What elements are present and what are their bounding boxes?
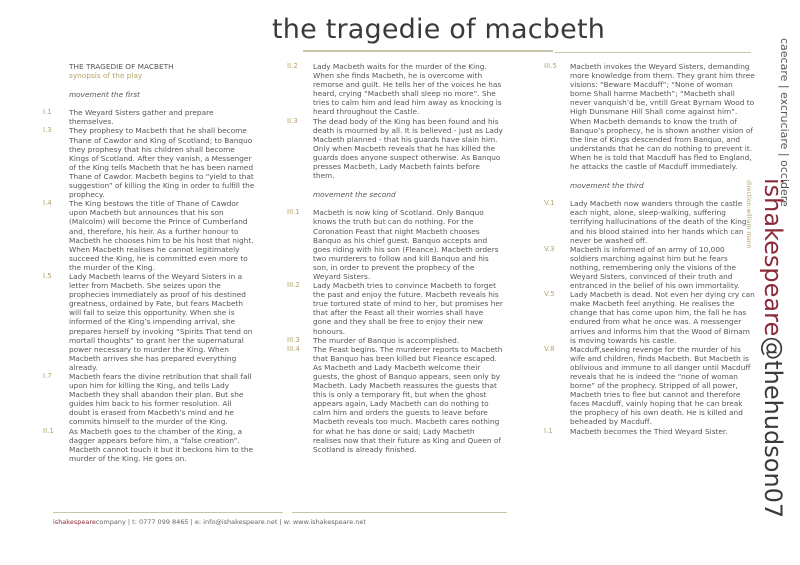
column-divider [555,52,751,53]
synopsis-column-2 [287,62,503,454]
scene-entry [544,244,755,291]
scene-text: They prophesy to Macbeth that he shall become Thane of Cawdor and King of Scotland; to Banquo they prophesy that his children shall become Kings of Scotland. After they vanish, a Messenger of the King tells Macbeth that he has been named Thane of Cawdor. Macbeth begins to “yield to that suggestion” of killing the King in order to fulfill the prophecy. [69,126,255,200]
scene-text: Lady Macbeth waits for the murder of the King. When she finds Macbeth, he is overcome with remorse and guilt. He tells her of the voices he has heard, crying “Macbeth shall sleep no more”. She tries to calm him and lead him away as knocking is heard throughout the Castle. [313,62,502,117]
scene-number: II.1 [43,426,54,435]
scene-entry [43,271,255,372]
footer-contact-details: company | t: 0777 099 8465 | e: info@ishakespeare.net | w: www.ishakespeare.net [95,518,366,526]
scene-number: II.3 [287,116,298,125]
scene-text: Macbeth is informed of an army of 10,000 soldiers marching against him but he fears nothing, remembering only the visions of the Weyard Sisters, convinced of their truth and entranced in the belief of his own immortality. [570,244,740,291]
synopsis-column-1 [43,62,255,463]
page-title: the tragedie of macbeth [272,14,606,45]
footer-brand: ishakespeare [53,518,96,526]
scene-entry [287,335,503,345]
scene-entry [287,344,503,454]
scene-number: II.2 [287,62,298,70]
scene-number: I.5 [43,271,52,280]
scene-text: Lady Macbeth tries to convince Macbeth to forget the past and enjoy the future. Macbeth reveals his true tortured state of mind to her, but promises her that after the Feast all their worries shall have gone and they shall be free to enjoy their new honours. [313,281,503,336]
handle-rest: @thehudson07 [759,336,787,519]
scene-text: The Feast begins. The murderer reports to Macbeth that Banquo has been killed but Fleance escaped. As Macbeth and Lady Macbeth welcome their guests, the ghost of Banquo appears, seen only by Macbeth. Lady Macbeth reassures the guests that this is only a temporary fit, but when the ghost appears again, Lady Macbeth can do nothing to calm him and orders the guests to leave before Macbeth reveals too much. Macbeth cares nothing for what he has done or said; Lady Macbeth realises now that their future as King and Queen of Scotland is already finished. [313,344,503,454]
scene-text: The King bestows the title of Thane of Cawdor upon Macbeth but announces that his son (Malcolm) will become the Prince of Cumberland and, therefore, his heir. As a further honour to Macbeth he chooses him to be his host that night. When Macbeth realises he cannot legitimately succeed the King, he is committed even more to the murder of the King. [69,199,254,272]
scene-number: III.1 [287,208,300,217]
scene-text: Lady Macbeth now wanders through the castle each night, alone, sleep-walking, suffering terrifying hallucinations of the death of the King and his blood stained into her hands which can never be washed off. [570,199,747,245]
movement-heading: movement the second [313,190,396,200]
scene-text: Macbeth invokes the Weyard Sisters, demanding more knowledge from them. They grant him three visions: “Beware Macduff”; “None of woman borne Shall harme Macbeth”; “Macbeth shall never vanquish’d be, vntill Great Byrnam Wood to High Dunsmane Hill Shall come against him”. When Macbeth demands to know the truth of Banquo’s prophecy, he is shown another vision of the line of Kings descended from Banquo, and understands that he can do nothing to prevent it. When he is told that Macduff has fled to England, he attacks the castle of Macduff immediately. [570,62,755,172]
scene-entry [287,281,503,336]
scene-entry [544,426,755,436]
scene-text: The murder of Banquo is accomplished. [313,335,460,345]
scene-text: Lady Macbeth is dead. Not even her dying cry can make Macbeth feel anything. He realises the change that has come upon him, the fall he has endured from what he once was. A messenger arrives and informs him that the Wood of Birnam is moving towards his castle. [570,290,755,345]
scene-text: Macbeth is now king of Scotland. Only Banquo knows the truth but can do nothing. For the Coronation Feast that night Macbeth chooses Banquo as his chief guest. Banquo accepts and goes riding with his son (Fleance). Macbeth orders two murderers to follow and kill Banquo and his son, in order to prevent the prophecy of the Weyard Sisters. [313,208,499,281]
scene-entry [43,108,255,127]
direction-credit: direction:william mann [745,180,752,249]
scene-entry [287,116,503,181]
movement-heading: movement the first [69,90,140,100]
document-heading: THE TRAGEDIE OF MACBETH [69,62,174,71]
scene-number: III.5 [544,62,557,70]
title-divider [303,50,553,52]
scene-text: The Weyard Sisters gather and prepare themselves. [69,108,214,127]
scene-text: Lady Macbeth learns of the Weyard Sisters in a letter from Macbeth. She seizes upon the prophecies immediately as proof of his destined greatness, ordained by Fate, but fears Macbeth will fail to seize this opportunity. When she is informed of the King’s impending arrival, she prepares herself by invoking “Spirits That tend on mortall thoughts” to grant her the supernatural power necessary to murder the King. When Macbeth arrives she has prepared everything already. [69,271,253,372]
footer-divider [53,512,283,513]
scene-number: V.5 [544,290,555,299]
scene-number: I.4 [43,199,52,208]
handle-vertical [759,178,787,518]
movement-heading: movement the third [570,181,644,191]
scene-entry [43,126,255,200]
scene-entry [544,62,755,172]
scene-entry [287,62,503,117]
scene-entry [43,199,255,272]
handle-brand: ishakespeare [759,178,787,337]
scene-entry [43,426,255,463]
scene-entry [287,208,503,281]
scene-text: Macduff,seeking revenge for the murder of his wife and children, finds Macbeth. But Macbeth is oblivious and immune to all danger until Macduff reveals that he is indeed the “none of woman borne” of the prophecy. Stripped of all power, Macbeth tries to flee but cannot and therefore faces Macduff, vainly hoping that he can break the prophecy of his own death. He is killed and beheaded by Macduff. [570,344,751,427]
scene-entry [544,199,755,245]
footer-contact [53,518,366,526]
scene-text: As Macbeth goes to the chamber of the King, a dagger appears before him, a “false creation”. Macbeth cannot touch it but it beckons him to the murder of the King. He goes on. [69,426,254,463]
footer-divider [292,512,507,513]
scene-number: I.1 [43,108,52,117]
motto-vertical: caecare | excruciare | occidere [778,38,791,207]
scene-entry [544,290,755,345]
scene-text: The dead body of the King has been found and his death is mourned by all. It is believed - just as Lady Macbeth planned - that his guards have slain him. Only when Macbeth reveals that he has killed the guards does anyone suspect otherwise. As Banquo presses Macbeth, Lady Macbeth faints before them. [313,116,503,181]
document-subheading: synopsis of the play [69,71,143,81]
scene-number: I.7 [43,372,52,380]
scene-number: I.3 [43,126,52,135]
scene-number: III.2 [287,281,300,290]
scene-text: Macbeth fears the divine retribution that shall fall upon him for killing the King, and tells Lady Macbeth they shall abandon their plan. But she guides him back to his former resolution. All doubt is erased from Macbeth’s mind and he commits himself to the murder of the King. [69,372,252,427]
scene-entry [544,344,755,427]
scene-number: III.4 [287,344,300,353]
scene-entry [43,372,255,427]
scene-text: Macbeth becomes the Third Weyard Sister. [570,426,728,436]
scene-number: III.3 [287,335,300,344]
scene-number: I.1 [544,426,553,435]
scene-number: V.1 [544,199,555,208]
scene-number: V.3 [544,244,555,253]
synopsis-column-3 [544,62,755,436]
scene-number: V.8 [544,344,555,353]
